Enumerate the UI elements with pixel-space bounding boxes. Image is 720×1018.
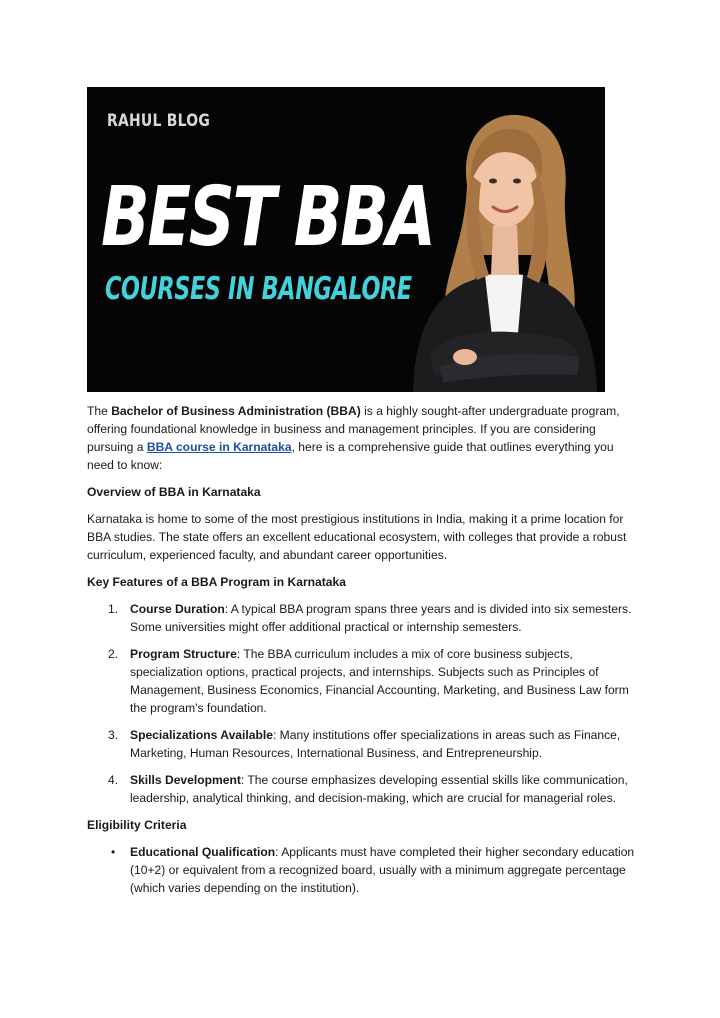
woman-portrait-image (405, 105, 605, 392)
bullet-icon: • (111, 845, 116, 859)
overview-paragraph: Karnataka is home to some of the most prestigious institutions in India, making it a prime location for BBA studies. The state offers an excellent educational ecosystem, with colleges that provide a robust curriculum, experienced faculty, and abundant career opportunities. (87, 512, 627, 562)
list-item: 4. Skills Development: The course emphasizes developing essential skills like communication, leadership, analytical thinking, and decision-making, which are crucial for managerial roles. (108, 773, 628, 805)
blog-banner (87, 87, 605, 392)
eligibility-heading: Eligibility Criteria (87, 818, 187, 832)
intro-paragraph: The Bachelor of Business Administration (BBA) is a highly sought-after undergraduate program, offering foundational knowledge in business and management principles. If you are considering pursuing a BBA course in Karnataka, here is a comprehensive guide that outlines everything you need to know: (87, 404, 620, 472)
article-body (87, 402, 635, 906)
banner-headline: BEST BBA (101, 170, 434, 265)
eligibility-list (87, 843, 635, 897)
list-item: 1. Course Duration: A typical BBA program spans three years and is divided into six semesters. Some universities might offer additional practical or internship semesters. (108, 602, 632, 634)
blog-brand: RAHUL BLOG (107, 111, 211, 131)
bba-course-link[interactable]: BBA course in Karnataka (146, 440, 292, 454)
list-item: • Educational Qualification: Applicants must have completed their higher secondary education (10+2) or equivalent from a recognized board, usually with a minimum aggregate percentage (which varies depending on the institution). (111, 845, 635, 895)
list-item: 2. Program Structure: The BBA curriculum includes a mix of core business subjects, specialization options, practical projects, and internships. Subjects such as Principles of Management, Business Economics, Financial Accounting, Marketing, and Business Law form the program's foundation. (108, 647, 629, 715)
banner-subheadline: COURSES IN BANGALORE (105, 271, 412, 307)
features-list (87, 600, 635, 807)
intro-bold-term: Bachelor of Business Administration (BBA) (111, 404, 361, 418)
list-item: 3. Specializations Available: Many institutions offer specializations in areas such as Finance, Marketing, Human Resources, International Business, and Entrepreneurship. (108, 728, 621, 760)
overview-heading: Overview of BBA in Karnataka (87, 485, 261, 499)
features-heading: Key Features of a BBA Program in Karnataka (87, 575, 346, 589)
